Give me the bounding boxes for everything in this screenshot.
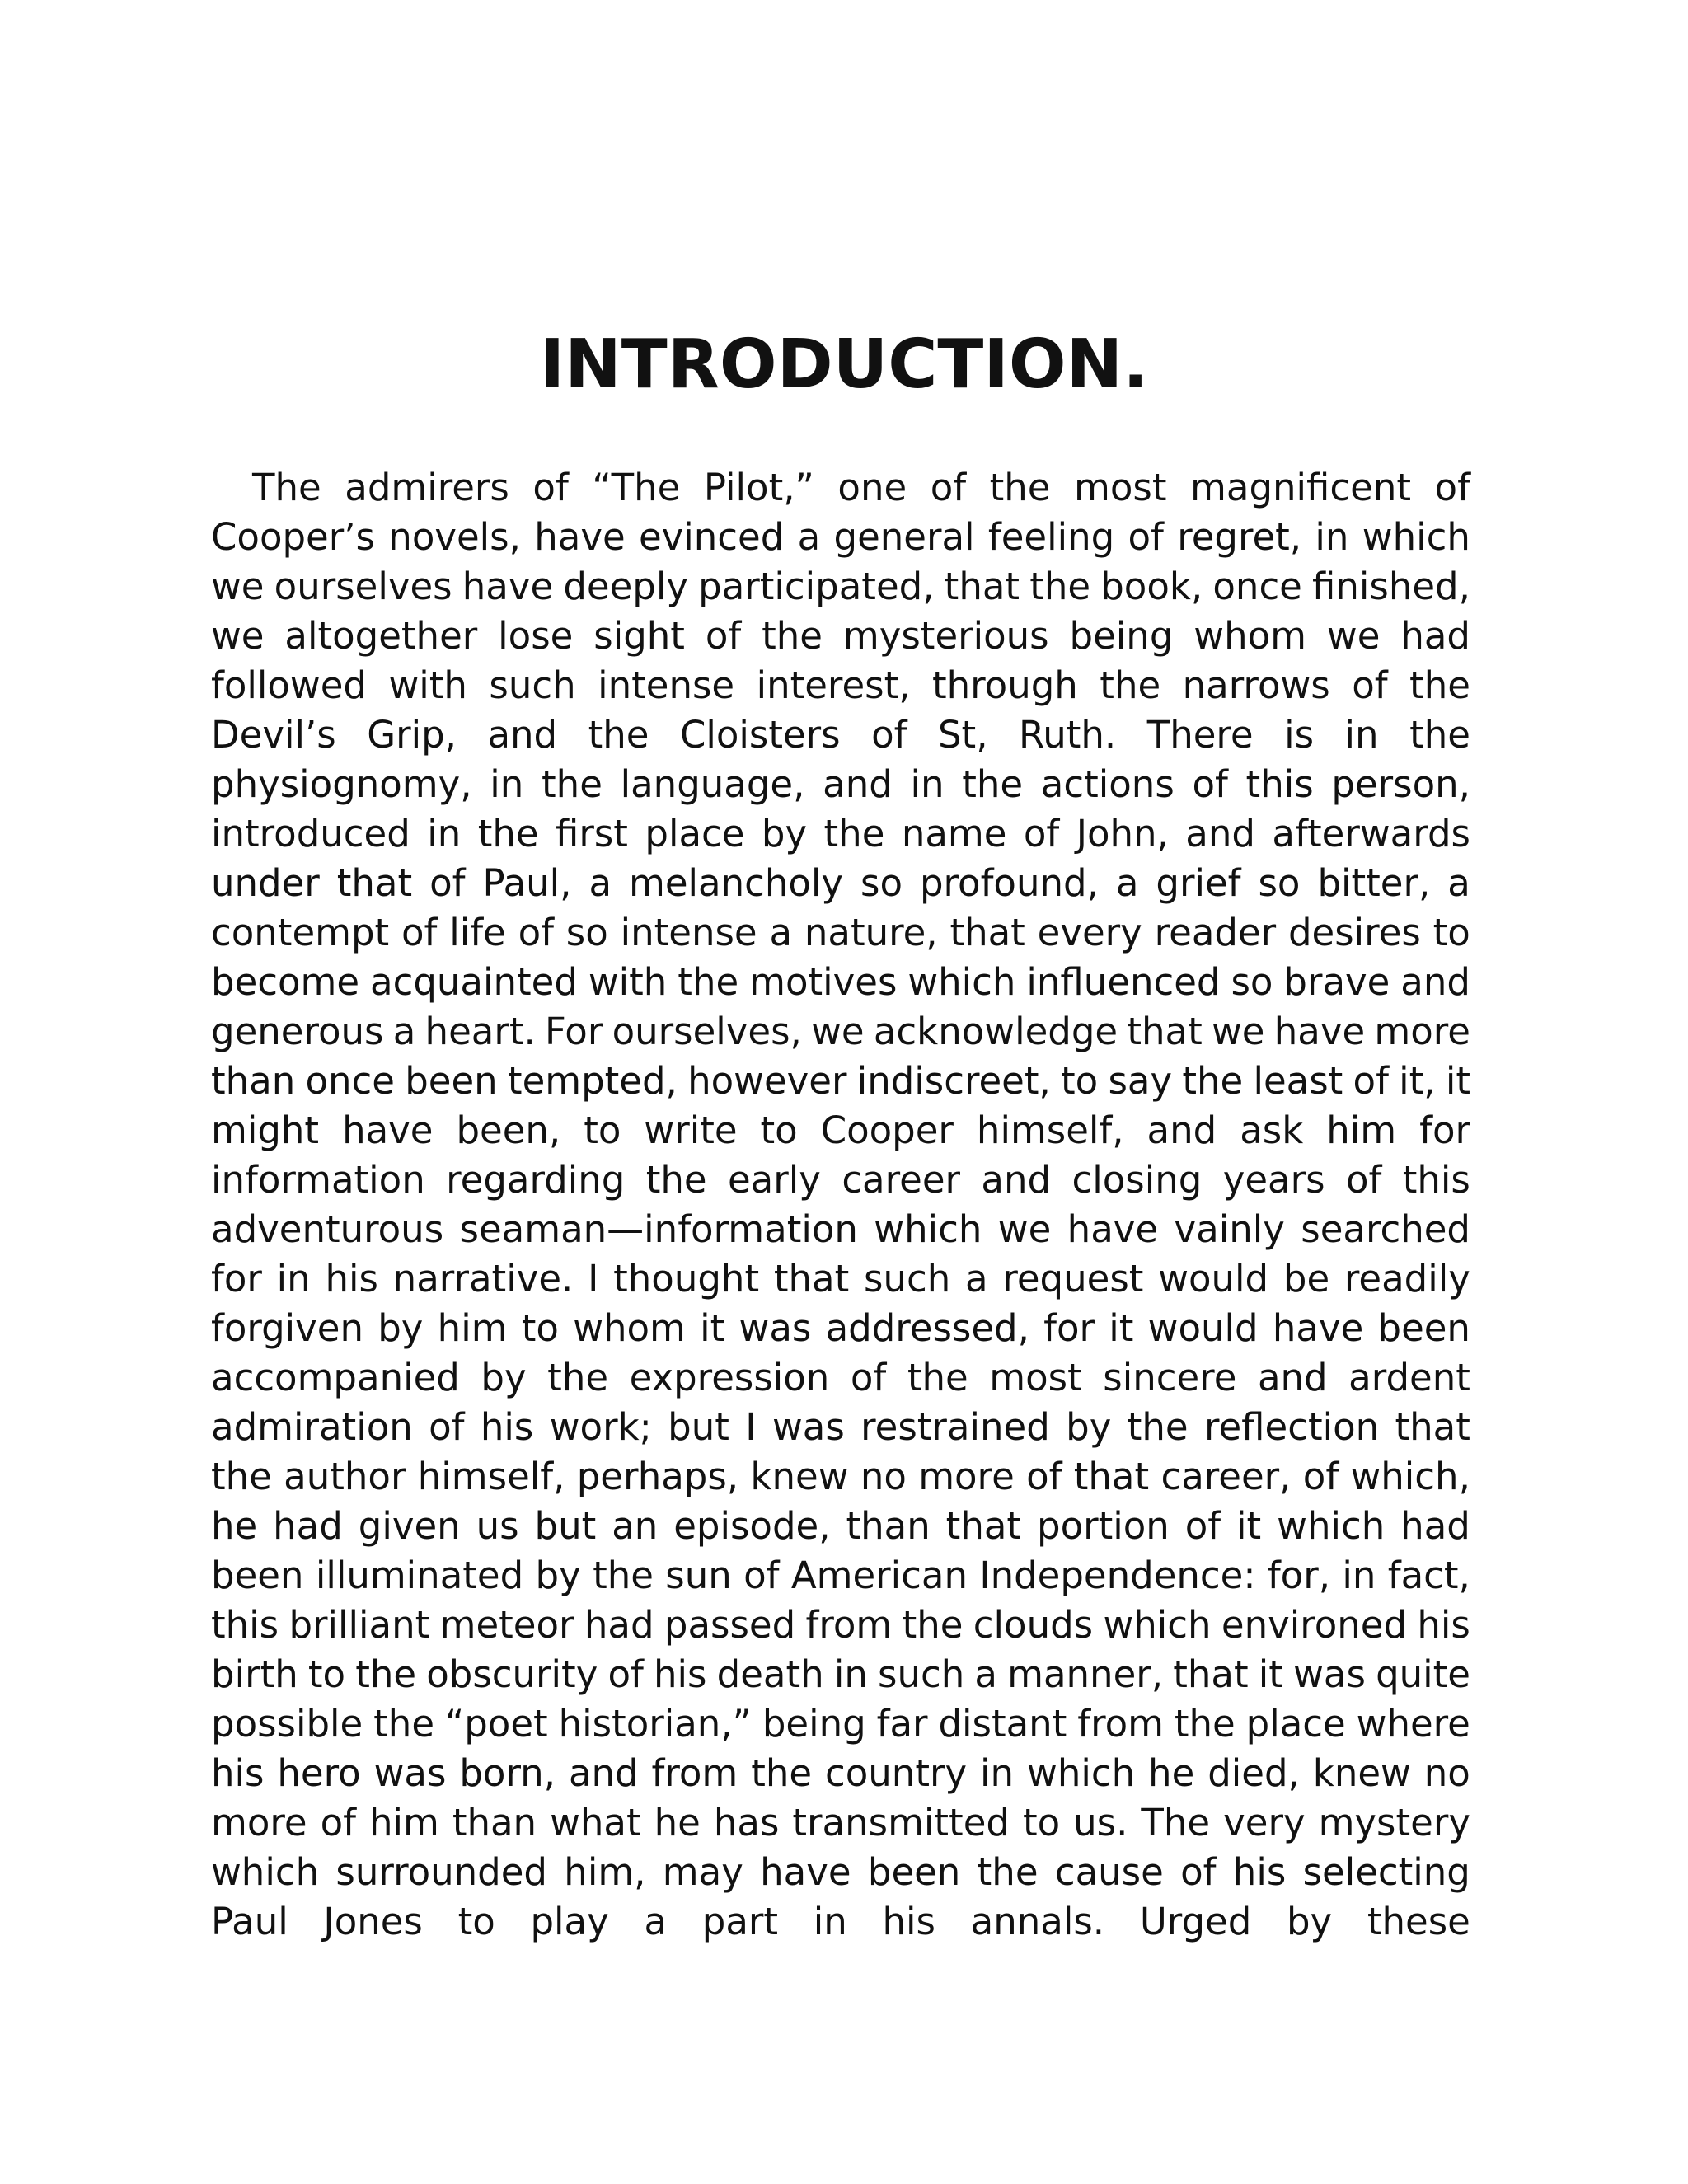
text-line: contempt of life of so intense a nature, that every reader desires to <box>211 911 1470 954</box>
text-line: for in his narrative. I thought that such a request would be readily <box>211 1257 1470 1301</box>
text-line: Cooper’s novels, have evinced a general feeling of regret, in which <box>211 515 1470 559</box>
text-line: might have been, to write to Cooper himself, and ask him for <box>211 1108 1470 1152</box>
text-line: birth to the obscurity of his death in such a manner, that it was quite <box>211 1652 1470 1696</box>
text-line: generous a heart. For ourselves, we acknowledge that we have more <box>211 1010 1470 1053</box>
text-line: accompanied by the expression of the most sincere and ardent <box>211 1356 1470 1399</box>
text-line: we ourselves have deeply participated, that the book, once finished, <box>211 565 1470 608</box>
text-line: become acquainted with the motives which influenced so brave and <box>211 960 1470 1004</box>
introduction-paragraph <box>211 463 1470 1947</box>
text-line: admiration of his work; but I was restrained by the reflection that <box>211 1405 1470 1449</box>
text-line: Devil’s Grip, and the Cloisters of St, Ruth. There is in the <box>211 713 1470 757</box>
text-line: we altogether lose sight of the mysterious being whom we had <box>211 614 1470 658</box>
text-line: he had given us but an episode, than that portion of it which had <box>211 1504 1470 1548</box>
text-line: which surrounded him, may have been the cause of his selecting <box>211 1850 1470 1894</box>
text-line: information regarding the early career and closing years of this <box>211 1158 1470 1202</box>
text-line: introduced in the first place by the name of John, and afterwards <box>211 812 1470 855</box>
text-line: physiognomy, in the language, and in the actions of this person, <box>211 762 1470 806</box>
text-line: forgiven by him to whom it was addressed, for it would have been <box>211 1306 1470 1350</box>
text-line: possible the “poet historian,” being far distant from the place where <box>211 1702 1470 1746</box>
text-line: his hero was born, and from the country in which he died, knew no <box>211 1751 1470 1795</box>
text-line: The admirers of “The Pilot,” one of the most magnificent of <box>252 466 1470 509</box>
chapter-heading: INTRODUCTION. <box>539 326 1149 404</box>
text-line: the author himself, perhaps, knew no more of that career, of which, <box>211 1455 1470 1498</box>
text-line: been illuminated by the sun of American Independence: for, in fact, <box>211 1554 1470 1597</box>
text-line: this brilliant meteor had passed from the clouds which environed his <box>211 1603 1470 1647</box>
text-line: followed with such intense interest, through the narrows of the <box>211 663 1470 707</box>
text-line: more of him than what he has transmitted to us. The very mystery <box>211 1801 1470 1844</box>
text-line: adventurous seaman—information which we have vainly searched <box>211 1207 1470 1251</box>
text-line: than once been tempted, however indiscreet, to say the least of it, it <box>211 1059 1470 1103</box>
text-line: Paul Jones to play a part in his annals. Urged by these <box>211 1900 1470 1943</box>
text-line: under that of Paul, a melancholy so profound, a grief so bitter, a <box>211 861 1470 905</box>
